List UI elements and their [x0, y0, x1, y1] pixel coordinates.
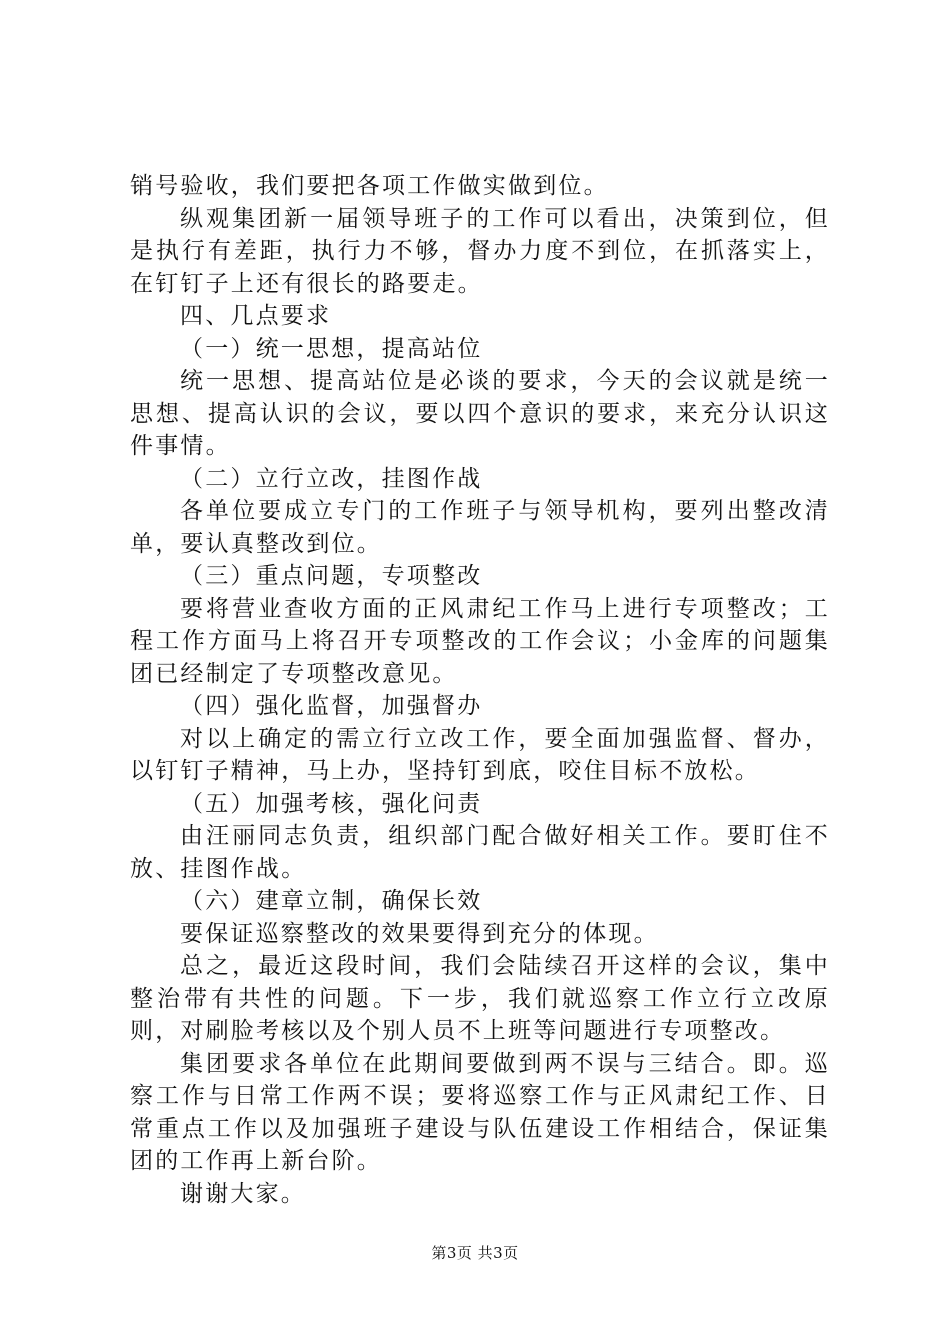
subsection-heading: （三）重点问题，专项整改	[180, 563, 483, 589]
paragraph: 各单位要成立专门的工作班子与领导机构，要列出整改清单，要认真整改到位。	[130, 498, 830, 557]
paragraph: 销号验收，我们要把各项工作做实做到位。	[130, 173, 609, 199]
paragraph: 纵观集团新一届领导班子的工作可以看出，决策到位，但是执行有差距，执行力不够，督办力度不到位，在抓落实上，在钉钉子上还有很长的路要走。	[130, 205, 830, 297]
subsection-heading: （一）统一思想，提高站位	[180, 335, 483, 362]
subsection-heading: （二）立行立改，挂图作战	[180, 465, 483, 492]
page-footer: 第3页 共3页	[431, 1244, 519, 1262]
paragraph: 对以上确定的需立行立改工作，要全面加强监督、督办，以钉钉子精神，马上办，坚持钉到底，咬住目标不放松。	[130, 725, 830, 784]
subsection-heading: （六）建章立制，确保长效	[180, 888, 483, 914]
paragraph: 要保证巡察整改的效果要得到充分的体现。	[180, 920, 659, 947]
paragraph: 要将营业查收方面的正风肃纪工作马上进行专项整改；工程工作方面马上将召开专项整改的工作会议；小金库的问题集团已经制定了专项整改意见。	[130, 595, 830, 687]
paragraph: 统一思想、提高站位是必谈的要求，今天的会议就是统一思想、提高认识的会议，要以四个意识的要求，来充分认识这件事情。	[130, 368, 830, 459]
subsection-heading: （五）加强考核，强化问责	[180, 790, 483, 817]
document-body	[130, 170, 830, 1210]
section-heading: 四、几点要求	[180, 303, 332, 329]
paragraph: 总之，最近这段时间，我们会陆续召开这样的会议，集中整治带有共性的问题。下一步，我们就巡察工作立行立改原则，对刷脸考核以及个别人员不上班等问题进行专项整改。	[130, 953, 830, 1044]
paragraph: 由汪丽同志负责，组织部门配合做好相关工作。要盯住不放、挂图作战。	[130, 823, 830, 882]
closing-line: 谢谢大家。	[180, 1180, 306, 1207]
subsection-heading: （四）强化监督，加强督办	[180, 693, 483, 719]
paragraph: 集团要求各单位在此期间要做到两不误与三结合。即。巡察工作与日常工作两不误；要将巡察工作与正风肃纪工作、日常重点工作以及加强班子建设与队伍建设工作相结合，保证集团的工作再上新台阶。	[130, 1050, 830, 1174]
